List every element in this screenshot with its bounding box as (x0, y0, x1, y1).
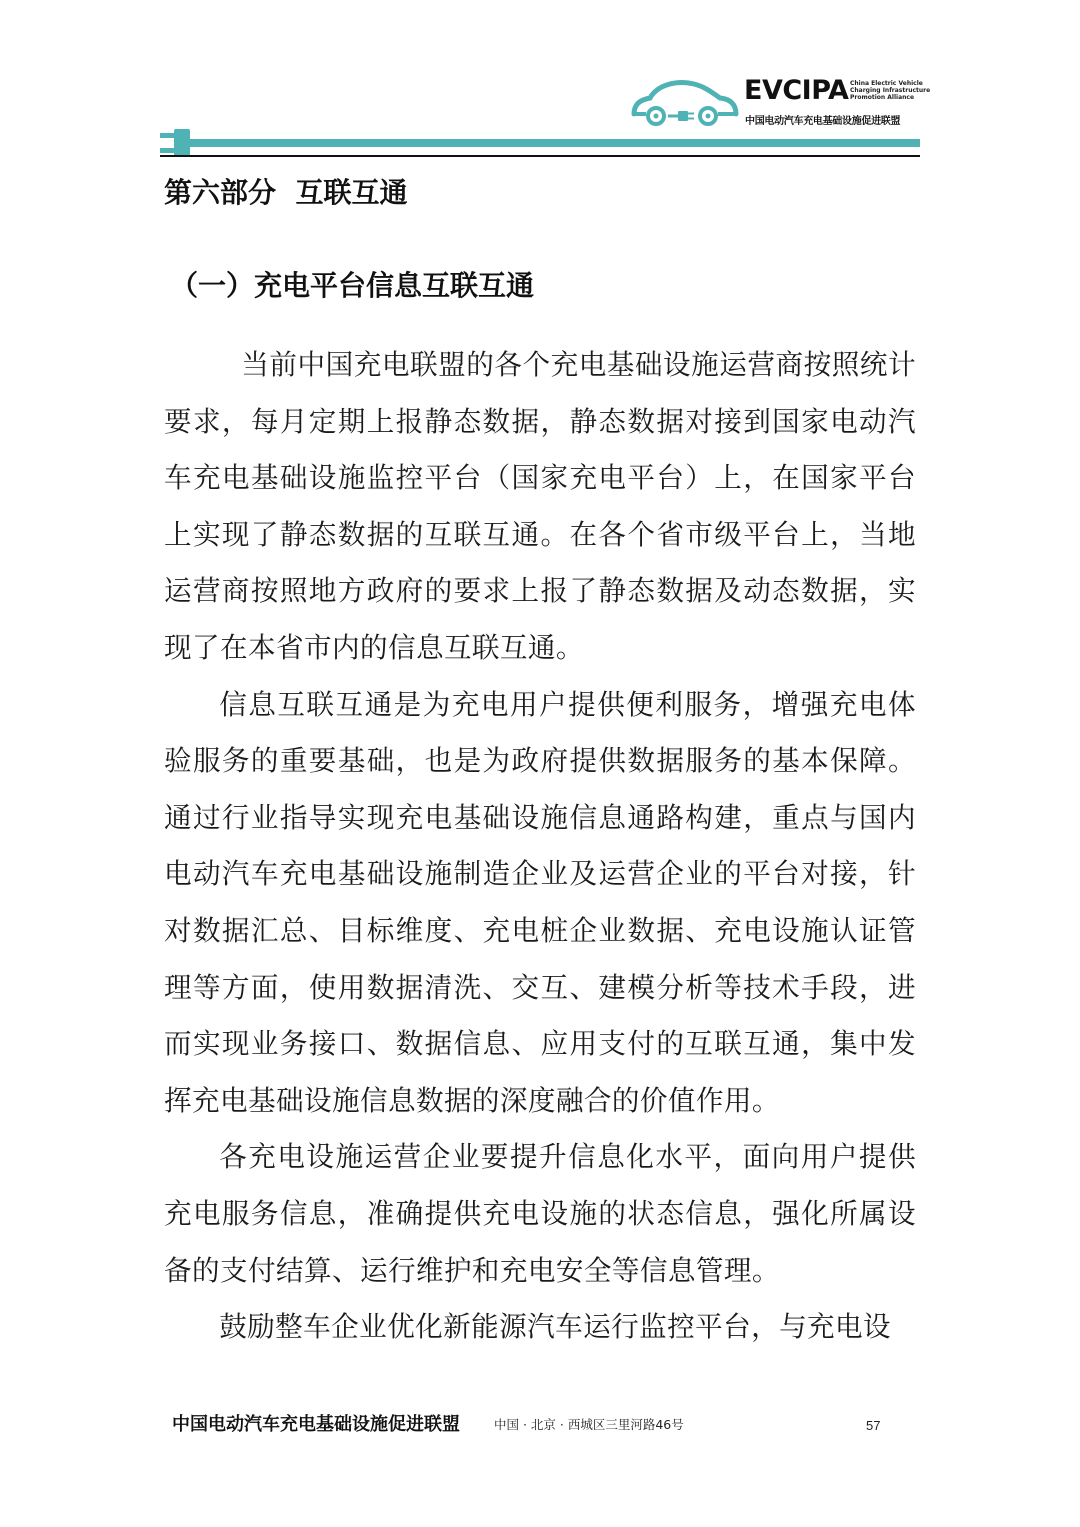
page-number: 57 (866, 1418, 881, 1433)
footer-organization: 中国电动汽车充电基础设施促进联盟 (172, 1414, 460, 1435)
logo-english-text: China Electric Vehicle Charging Infrastructure Promotion Alliance (850, 80, 931, 101)
car-plug-icon (628, 74, 740, 130)
section-title: （一）充电平台信息互联互通 (170, 269, 535, 302)
logo-wordmark: EVCIPA (744, 75, 849, 106)
paragraph: 信息互联互通是为充电用户提供便利服务，增强充电体验服务的重要基础，也是为政府提供数据服务的基本保障。通过行业指导实现充电基础设施信息通路构建，重点与国内电动汽车充电基础设施制造企业及运营企业的平台对接，针对数据汇总、目标维度、充电桩企业数据、充电设施认证管理等方面，使用数据清洗、交互、建模分析等技术手段，进而实现业务接口、数据信息、应用支付的互联互通，集中发挥充电基础设施信息数据的深度融合的价值作用。 (164, 687, 916, 1117)
plug-divider-line (160, 128, 920, 162)
paragraph: 鼓励整车企业优化新能源汽车运行监控平台，与充电设 (219, 1310, 892, 1344)
evcipa-logo (628, 74, 931, 134)
part-title: 第六部分 互联互通 (164, 176, 408, 209)
paragraph: 当前中国充电联盟的各个充电基础设施运营商按照统计要求，每月定期上报静态数据，静态数据对接到国家电动汽车充电基础设施监控平台（国家充电平台）上，在国家平台上实现了静态数据的互联互通。在各个省市级平台上，当地运营商按照地方政府的要求上报了静态数据及动态数据，实现了在本省市内的信息互联互通。 (164, 348, 916, 664)
logo-chinese-name: 中国电动汽车充电基础设施促进联盟 (745, 116, 901, 127)
page-footer (172, 1410, 892, 1440)
paragraph: 各充电设施运营企业要提升信息化水平，面向用户提供充电服务信息，准确提供充电设施的状态信息，强化所属设备的支付结算、运行维护和充电安全等信息管理。 (164, 1140, 916, 1287)
footer-address: 中国 · 北京 · 西城区三里河路46号 (494, 1417, 684, 1432)
body-text (164, 337, 916, 1356)
